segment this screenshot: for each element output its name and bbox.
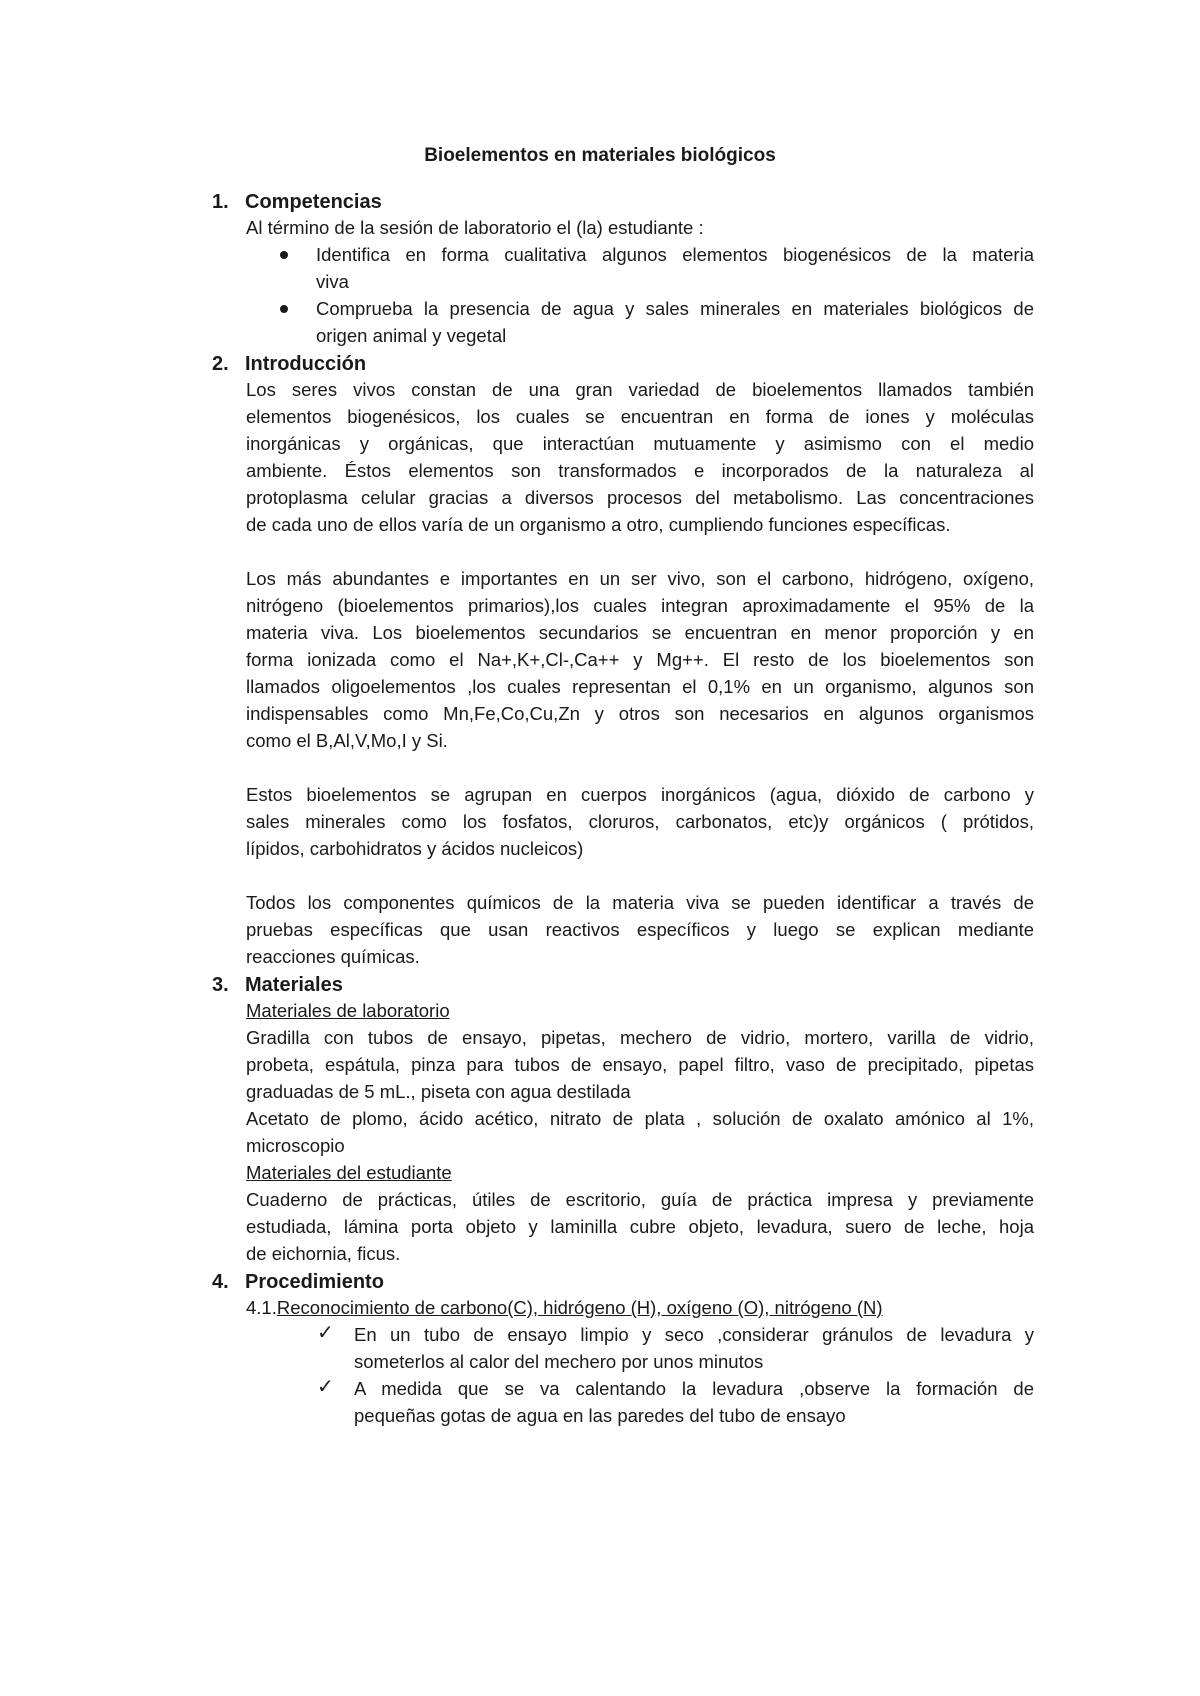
paragraph-line: Todos los componentes químicos de la materia viva se pueden identificar a través de [246,892,1034,913]
section-number: 1. [212,191,229,213]
bullet-line: origen animal y vegetal [316,325,507,346]
paragraph-line: Estos bioelementos se agrupan en cuerpos inorgánicos (agua, dióxido de carbono y [246,784,1034,805]
paragraph-line: estudiada, lámina porta objeto y laminilla cubre objeto, levadura, suero de leche, hoja [246,1216,1034,1237]
check-item-line: someterlos al calor del mechero por unos minutos [354,1351,764,1372]
paragraph-line: Los seres vivos constan de una gran variedad de bioelementos llamados también [246,379,1034,400]
paragraph-line: de cada uno de ellos varía de un organismo a otro, cumpliendo funciones específicas. [246,514,951,535]
subheading-lab-materials: Materiales de laboratorio [246,1000,450,1021]
paragraph-line: Cuaderno de prácticas, útiles de escritorio, guía de práctica impresa y previamente [246,1189,1034,1210]
paragraph-line: Gradilla con tubos de ensayo, pipetas, mechero de vidrio, mortero, varilla de vidrio, [246,1027,1034,1048]
bullet-line: Identifica en forma cualitativa algunos elementos biogenésicos de la materia [316,244,1034,265]
check-item-line: A medida que se va calentando la levadura ,observe la formación de [354,1378,1034,1399]
subsection-heading [246,1296,1034,1320]
competencias-intro: Al término de la sesión de laboratorio el (la) estudiante : [246,217,704,238]
bullet-icon [280,305,288,313]
paragraph-line: Los más abundantes e importantes en un ser vivo, son el carbono, hidrógeno, oxígeno, [246,568,1034,589]
bullet-icon [280,251,288,259]
section-title: Procedimiento [245,1271,384,1293]
paragraph-line: sales minerales como los fosfatos, cloruros, carbonatos, etc)y orgánicos ( prótidos, [246,811,1034,832]
paragraph-line: indispensables como Mn,Fe,Co,Cu,Zn y otros son necesarios en algunos organismos [246,703,1034,724]
section-number: 3. [212,974,229,996]
check-item-line: pequeñas gotas de agua en las paredes del tubo de ensayo [354,1405,846,1426]
paragraph-line: como el B,Al,V,Mo,I y Si. [246,730,448,751]
paragraph-line: protoplasma celular gracias a diversos procesos del metabolismo. Las concentraciones [246,487,1034,508]
paragraph-line: microscopio [246,1135,345,1156]
paragraph-line: elementos biogenésicos, los cuales se encuentran en forma de iones y moléculas [246,406,1034,427]
section-title: Materiales [245,974,343,996]
paragraph-line: reacciones químicas. [246,946,420,967]
check-item-line: En un tubo de ensayo limpio y seco ,considerar gránulos de levadura y [354,1324,1034,1345]
bullet-line: viva [316,271,349,292]
paragraph-line: materia viva. Los bioelementos secundarios se encuentran en menor proporción y en [246,622,1034,643]
paragraph-line: lípidos, carbohidratos y ácidos nucleicos) [246,838,584,859]
section-number: 2. [212,353,229,375]
paragraph-line: de eichornia, ficus. [246,1243,401,1264]
section-title: Introducción [245,353,367,375]
paragraph-line: nitrógeno (bioelementos primarios),los cuales integran aproximadamente el 95% de la [246,595,1034,616]
paragraph-line: Acetato de plomo, ácido acético, nitrato de plata , solución de oxalato amónico al 1%, [246,1108,1034,1129]
paragraph-line: inorgánicas y orgánicas, que interactúan mutuamente y asimismo con el medio [246,433,1034,454]
paragraph-line: probeta, espátula, pinza para tubos de ensayo, papel filtro, vaso de precipitado, pipetas [246,1054,1034,1075]
section-number: 4. [212,1271,229,1293]
subheading-student-materials: Materiales del estudiante [246,1162,452,1183]
subsection-number: 4.1. [246,1297,277,1318]
paragraph-line: forma ionizada como el Na+,K+,Cl-,Ca++ y Mg++. El resto de los bioelementos son [246,649,1034,670]
paragraph-line: llamados oligoelementos ,los cuales representan el 0,1% en un organismo, algunos son [246,676,1034,697]
subsection-title: Reconocimiento de carbono(C), hidrógeno (H), oxígeno (O), nitrógeno (N) [276,1297,883,1318]
section-title: Competencias [245,191,382,213]
bullet-line: Comprueba la presencia de agua y sales minerales en materiales biológicos de [316,298,1034,319]
checkmark-icon: ✓ [317,1376,334,1398]
paragraph-line: ambiente. Éstos elementos son transformados e incorporados de la naturaleza al [246,460,1034,481]
paragraph-line: pruebas específicas que usan reactivos específicos y luego se explican mediante [246,919,1034,940]
document-title: Bioelementos en materiales biológicos [424,145,776,166]
paragraph-line: graduadas de 5 mL., piseta con agua destilada [246,1081,631,1102]
checkmark-icon: ✓ [317,1322,334,1344]
